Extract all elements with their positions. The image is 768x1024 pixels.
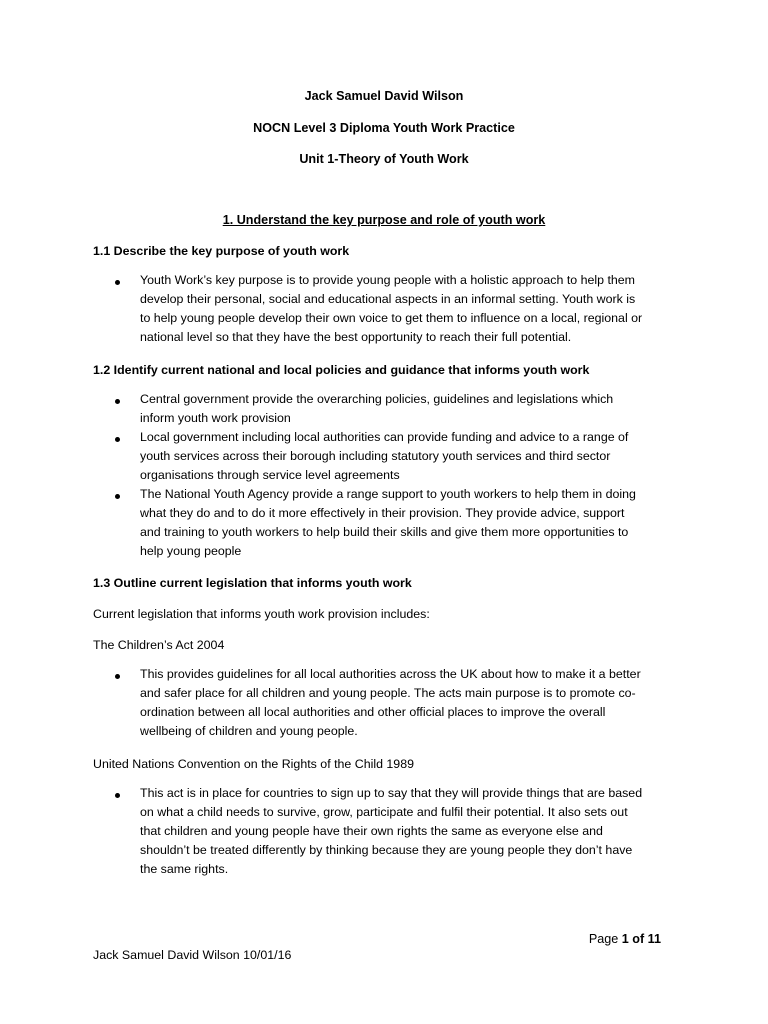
page-current: 1 [621,932,629,946]
bullet-text: The National Youth Agency provide a range support to youth workers to help them in doing what they do and to do it more effectively in their provision. They provide advice, support and training to youth workers to help build their skills and give them more opportunities to help young people [140,487,636,558]
bullet-dot [115,494,120,499]
bullet-dot [115,793,120,798]
bullet-text: Local government including local authorities can provide funding and advice to a range of youth services across their borough including statutory youth services and third sector organisations through service level agreements [140,430,629,482]
legislation-intro: Current legislation that informs youth work provision includes: [93,607,430,621]
bullet-text: This provides guidelines for all local authorities across the UK about how to make it a better and safer place for all children and young people. The acts main purpose is to promote co- ordination between all local authorities and other official places to improve the overall wellbeing of children and young people. [140,667,641,738]
page-total: 11 [647,932,661,946]
section-title: 1. Understand the key purpose and role of youth work [222,213,546,227]
question-heading-1-3: 1.3 Outline current legislation that informs youth work [93,576,412,590]
act-title: The Children’s Act 2004 [93,638,225,652]
bullet-text: Central government provide the overarching policies, guidelines and legislations which inform youth work provision [140,392,614,425]
bullet-dot [115,399,120,404]
course-title: NOCN Level 3 Diploma Youth Work Practice [253,121,515,135]
unit-title: Unit 1-Theory of Youth Work [299,152,469,166]
act-title: United Nations Convention on the Rights of the Child 1989 [93,757,414,771]
page-of: of [632,932,645,946]
bullet-dot [115,280,120,285]
page-number [589,932,661,946]
author-title: Jack Samuel David Wilson [304,89,464,103]
bullet-text: This act is in place for countries to sign up to say that they will provide things that are based on what a child needs to survive, grow, participate and fulfil their potential. It also sets out that children and young people have their own rights the same as everyone else and shouldn’t be treated differently by thinking because they are young people they don’t have the same rights. [140,786,643,876]
bullet-dot [115,437,120,442]
question-heading-1-1: 1.1 Describe the key purpose of youth work [93,244,350,258]
bullet-text: Youth Work’s key purpose is to provide young people with a holistic approach to help them develop their personal, social and educational aspects in an informal setting. Youth work is to help young people develop their own voice to get them to influence on a local, regional or national level so that they have the best opportunity to reach their full potential. [140,273,643,344]
page-label: Page [588,932,619,946]
bullet-dot [115,674,120,679]
question-heading-1-2: 1.2 Identify current national and local policies and guidance that informs youth work [93,363,590,377]
footer-author-date: Jack Samuel David Wilson 10/01/16 [93,948,292,962]
